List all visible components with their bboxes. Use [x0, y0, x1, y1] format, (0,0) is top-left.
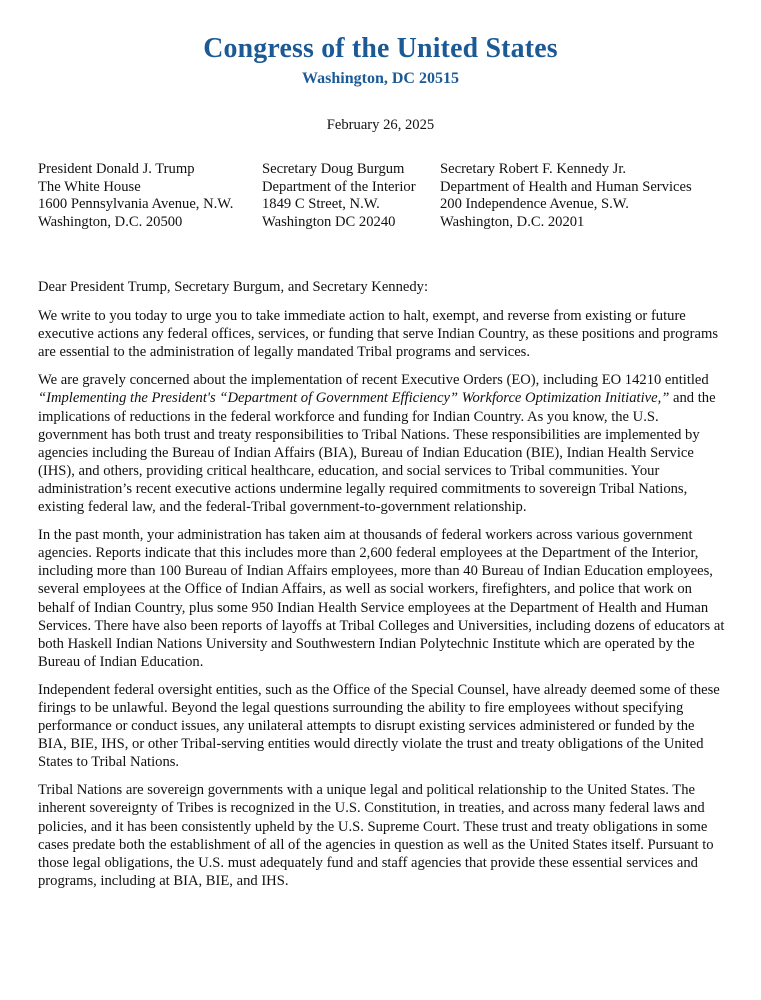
letter-date: February 26, 2025: [326, 117, 435, 133]
paragraph-oversight: Independent federal oversight entities, such as the Office of the Special Counsel, have already deemed some of these firings to be unlawful. Beyond the legal questions surrounding the ability to fire employees without specifying performance or conduct issues, any unilateral attempts to disrupt existing services administered or funded by the BIA, BIE, IHS, or other Tribal-serving entities would directly violate the trust and treaty obligations of the United States to Tribal Nations.: [38, 681, 720, 771]
addressee-office: The White House: [38, 178, 141, 195]
paragraph-workforce-cuts: In the past month, your administration has taken aim at thousands of federal workers across various government agencies. Reports indicate that this includes more than 2,600 federal employees at the Department of the Interior, including more than 100 Bureau of Indian Affairs employees, more than 40 Bureau of Indian Education employees, several employees at the Office of Indian Affairs, as well as social workers, firefighters, and police that work on behalf of Indian Country, plus some 950 Indian Health Service employees at the Department of Health and Human Services. There have also been reports of layoffs at Tribal Colleges and Universities, including dozens of educators at both Haskell Indian Nations University and Southwestern Indian Polytechnic Institute which are operated by the Bureau of Indian Education.: [38, 527, 725, 670]
paragraph-intro: We write to you today to urge you to take immediate action to halt, exempt, and reverse from existing or future executive actions any federal offices, services, or funding that serve Indian Country, as these positions and programs are essential to the administration of legally mandated Tribal programs and services.: [38, 308, 719, 361]
addressee-street: 1600 Pennsylvania Avenue, N.W.: [38, 196, 234, 213]
addressee-city: Washington, D.C. 20500: [38, 213, 183, 230]
letterhead-title: Congress of the United States: [203, 32, 558, 64]
paragraph-text: We are gravely concerned about the implementation of recent Executive Orders (EO), including EO 14210 entitled: [38, 372, 709, 389]
addressee-hhs: [440, 161, 692, 231]
letter-body: [38, 278, 726, 900]
addressee-president: [38, 161, 233, 231]
paragraph-text: and the implications of reductions in the federal workforce and funding for Indian Country. As you know, the U.S. government has both trust and treaty responsibilities to Tribal Nations. These responsibilities are implemented by agencies including the Bureau of Indian Affairs (BIA), Bureau of Indian Education (BIE), Indian Health Service (IHS), and others, providing critical healthcare, education, and social services to Tribal communities. Your administration’s recent executive actions undermine legally required commitments to sovereign Tribal Nations, existing federal law, and the federal-Tribal government-to-government relationship.: [38, 390, 716, 516]
addressee-name: Secretary Robert F. Kennedy Jr.: [440, 161, 627, 177]
addressee-city: Washington DC 20240: [262, 213, 396, 230]
addressee-street: 1849 C Street, N.W.: [262, 196, 380, 213]
addressee-office: Department of Health and Human Services: [440, 178, 692, 195]
addressee-interior: [262, 161, 416, 231]
addressee-office: Department of the Interior: [262, 178, 416, 195]
addressee-name: Secretary Doug Burgum: [262, 161, 405, 177]
paragraph-executive-orders: [38, 371, 726, 516]
addressee-city: Washington, D.C. 20201: [440, 213, 585, 230]
paragraph-sovereignty: Tribal Nations are sovereign governments with a unique legal and political relationship to the United States. The inherent sovereignty of Tribes is recognized in the U.S. Constitution, in treaties, and across many federal laws and policies, and it has been consistently upheld by the U.S. Supreme Court. These trust and treaty obligations in some cases predate both the establishment of all of the agencies in question as well as the United States itself. Pursuant to those legal obligations, the U.S. must adequately fund and staff agencies that provide these essential services and programs, including at BIA, BIE, and IHS.: [38, 782, 714, 889]
addressee-street: 200 Independence Avenue, S.W.: [440, 196, 629, 213]
letterhead: [0, 30, 761, 90]
salutation: Dear President Trump, Secretary Burgum, and Secretary Kennedy:: [38, 279, 429, 295]
executive-order-title: “Implementing the President's “Department of Government Efficiency” Workforce Optimization Initiative,”: [38, 390, 670, 407]
addressee-name: President Donald J. Trump: [38, 161, 195, 177]
letterhead-address: Washington, DC 20515: [302, 70, 459, 87]
